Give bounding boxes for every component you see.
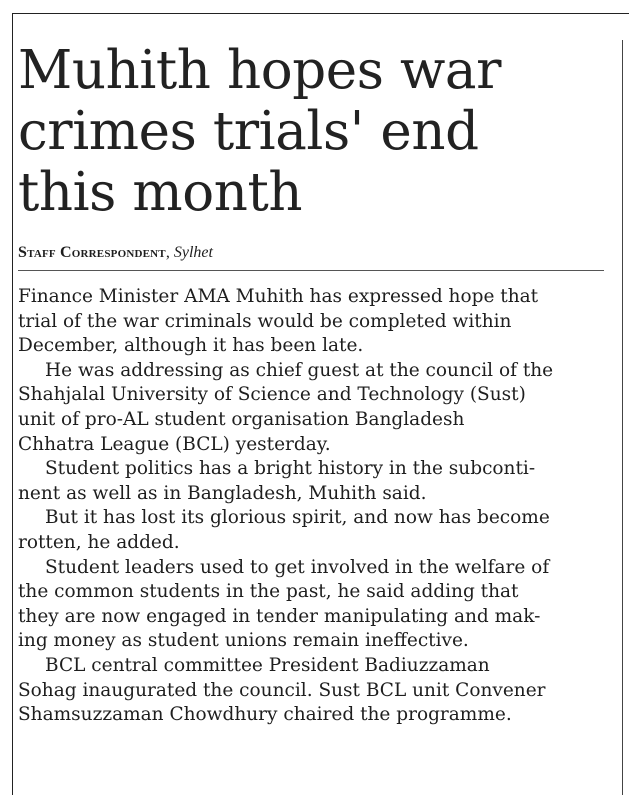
headline-line: this month <box>18 162 303 223</box>
article-paragraph <box>18 285 618 359</box>
paragraph-line: He was addressing as chief guest at the council of the <box>45 359 554 381</box>
headline-line: crimes trials' end <box>18 101 479 162</box>
byline-separator: , <box>165 244 174 261</box>
article-paragraph <box>18 654 618 728</box>
byline-location: Sylhet <box>173 244 213 261</box>
byline-author: Staff Correspondent <box>18 244 166 261</box>
paragraph-line: nent as well as in Bangladesh, Muhith said. <box>18 482 427 504</box>
paragraph-line: Student politics has a bright history in the subconti- <box>45 458 536 480</box>
top-border-rule <box>12 13 629 14</box>
paragraph-line: they are now engaged in tender manipulating and mak- <box>18 605 541 627</box>
paragraph-line: rotten, he added. <box>18 531 180 553</box>
paragraph-line: Chhatra League (BCL) yesterday. <box>18 433 331 455</box>
paragraph-line: ing money as student unions remain ineffective. <box>18 630 469 652</box>
paragraph-line: But it has lost its glorious spirit, and now has become <box>45 507 550 529</box>
paragraph-line: December, although it has been late. <box>18 335 364 357</box>
byline <box>18 243 213 263</box>
paragraph-line: Shahjalal University of Science and Technology (Sust) <box>18 384 526 406</box>
left-border-rule <box>12 13 13 795</box>
article-paragraph <box>18 506 618 555</box>
paragraph-line: Sohag inaugurated the council. Sust BCL unit Convener <box>18 679 546 701</box>
paragraph-line: Student leaders used to get involved in the welfare of <box>45 556 550 578</box>
paragraph-line: Finance Minister AMA Muhith has expressed hope that <box>18 286 539 307</box>
byline-divider <box>18 270 604 271</box>
headline <box>18 40 614 223</box>
article-paragraph <box>18 359 618 457</box>
paragraph-line: unit of pro-AL student organisation Bangladesh <box>18 408 465 430</box>
headline-line: Muhith hopes war <box>18 40 502 101</box>
paragraph-line: the common students in the past, he said adding that <box>18 581 519 603</box>
article-paragraph <box>18 556 618 654</box>
column-divider-rule <box>622 40 623 795</box>
article-body <box>18 285 618 728</box>
article-paragraph <box>18 457 618 506</box>
paragraph-line: BCL central committee President Badiuzzaman <box>45 654 490 676</box>
paragraph-line: trial of the war criminals would be completed within <box>18 310 512 332</box>
paragraph-line: Shamsuzzaman Chowdhury chaired the programme. <box>18 704 512 726</box>
